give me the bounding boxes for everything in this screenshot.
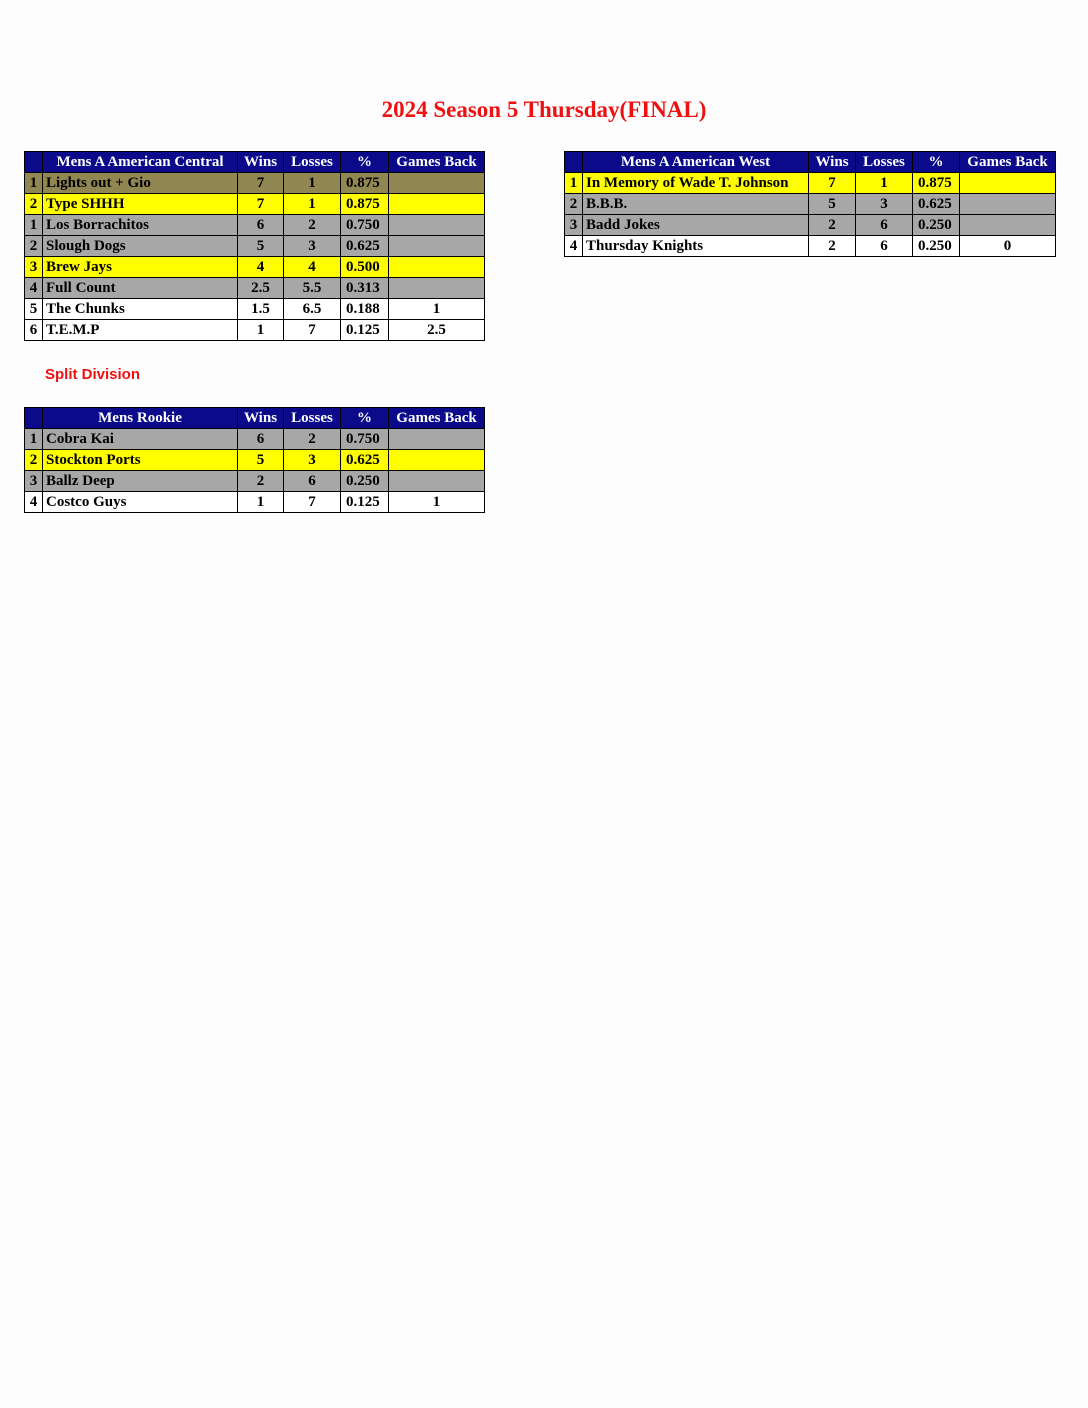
- pct-cell: 0.250: [913, 215, 960, 236]
- losses-cell: 3: [856, 194, 913, 215]
- pct-cell: 0.875: [341, 194, 389, 215]
- losses-cell: 6: [284, 471, 341, 492]
- rank-cell: 1: [25, 173, 43, 194]
- table-row: [25, 429, 485, 450]
- rank-cell: 6: [25, 320, 43, 341]
- standings-table-central: [24, 151, 485, 341]
- wins-header: Wins: [238, 152, 284, 173]
- wins-cell: 4: [238, 257, 284, 278]
- team-name-cell: Full Count: [43, 278, 238, 299]
- team-name-cell: Ballz Deep: [43, 471, 238, 492]
- rank-cell: 4: [565, 236, 583, 257]
- header-row: [25, 408, 485, 429]
- rank-header: [25, 152, 43, 173]
- pct-cell: 0.875: [913, 173, 960, 194]
- losses-cell: 2: [284, 215, 341, 236]
- games-back-cell: [389, 429, 485, 450]
- table-row: [25, 450, 485, 471]
- games-back-cell: [389, 236, 485, 257]
- rank-cell: 2: [565, 194, 583, 215]
- wins-cell: 2.5: [238, 278, 284, 299]
- games-back-cell: [960, 173, 1056, 194]
- rank-header: [25, 408, 43, 429]
- team-name-cell: The Chunks: [43, 299, 238, 320]
- table-row: [565, 236, 1056, 257]
- losses-header: Losses: [856, 152, 913, 173]
- rank-cell: 2: [25, 450, 43, 471]
- wins-cell: 2: [238, 471, 284, 492]
- wins-cell: 7: [238, 173, 284, 194]
- wins-cell: 5: [238, 450, 284, 471]
- standings-table-west: [564, 151, 1056, 257]
- pct-cell: 0.875: [341, 173, 389, 194]
- wins-cell: 7: [809, 173, 856, 194]
- losses-cell: 3: [284, 450, 341, 471]
- team-name-cell: Costco Guys: [43, 492, 238, 513]
- table-row: [25, 492, 485, 513]
- table-row: [25, 173, 485, 194]
- team-name-cell: T.E.M.P: [43, 320, 238, 341]
- team-name-cell: Los Borrachitos: [43, 215, 238, 236]
- wins-cell: 1: [238, 320, 284, 341]
- rank-cell: 4: [25, 492, 43, 513]
- team-name-cell: Lights out + Gio: [43, 173, 238, 194]
- team-name-cell: In Memory of Wade T. Johnson: [583, 173, 809, 194]
- losses-header: Losses: [284, 408, 341, 429]
- team-name-cell: Brew Jays: [43, 257, 238, 278]
- wins-cell: 1.5: [238, 299, 284, 320]
- pct-header: %: [913, 152, 960, 173]
- games-back-cell: [389, 278, 485, 299]
- pct-cell: 0.750: [341, 429, 389, 450]
- losses-cell: 4: [284, 257, 341, 278]
- wins-cell: 6: [238, 429, 284, 450]
- losses-cell: 5.5: [284, 278, 341, 299]
- table-row: [25, 320, 485, 341]
- rank-cell: 4: [25, 278, 43, 299]
- wins-cell: 1: [238, 492, 284, 513]
- table-row: [25, 299, 485, 320]
- division-name: Mens A American Central: [43, 152, 238, 173]
- wins-header: Wins: [238, 408, 284, 429]
- team-name-cell: Slough Dogs: [43, 236, 238, 257]
- team-name-cell: Thursday Knights: [583, 236, 809, 257]
- losses-cell: 1: [856, 173, 913, 194]
- rank-cell: 3: [565, 215, 583, 236]
- table-row: [25, 471, 485, 492]
- wins-cell: 5: [238, 236, 284, 257]
- header-row: [25, 152, 485, 173]
- games-back-cell: [389, 471, 485, 492]
- games-back-header: Games Back: [389, 408, 485, 429]
- losses-cell: 3: [284, 236, 341, 257]
- page-title: 2024 Season 5 Thursday(FINAL): [381, 97, 707, 122]
- standings-table-rookie: [24, 407, 485, 513]
- rank-cell: 1: [565, 173, 583, 194]
- table-row: [25, 257, 485, 278]
- rank-header: [565, 152, 583, 173]
- rank-cell: 3: [25, 257, 43, 278]
- games-back-cell: 1: [389, 299, 485, 320]
- pct-cell: 0.500: [341, 257, 389, 278]
- rank-cell: 3: [25, 471, 43, 492]
- games-back-cell: 0: [960, 236, 1056, 257]
- split-division-note: Split Division: [45, 366, 141, 383]
- table-row: [25, 194, 485, 215]
- pct-cell: 0.250: [913, 236, 960, 257]
- pct-cell: 0.313: [341, 278, 389, 299]
- games-back-header: Games Back: [389, 152, 485, 173]
- wins-cell: 7: [238, 194, 284, 215]
- table-row: [565, 173, 1056, 194]
- games-back-header: Games Back: [960, 152, 1056, 173]
- rank-cell: 2: [25, 236, 43, 257]
- rank-cell: 2: [25, 194, 43, 215]
- rank-cell: 5: [25, 299, 43, 320]
- games-back-cell: [389, 257, 485, 278]
- pct-cell: 0.625: [341, 236, 389, 257]
- games-back-cell: [389, 450, 485, 471]
- wins-cell: 2: [809, 215, 856, 236]
- rank-cell: 1: [25, 429, 43, 450]
- rank-cell: 1: [25, 215, 43, 236]
- pct-cell: 0.750: [341, 215, 389, 236]
- team-name-cell: Type SHHH: [43, 194, 238, 215]
- losses-cell: 6: [856, 215, 913, 236]
- table-row: [565, 215, 1056, 236]
- games-back-cell: [389, 215, 485, 236]
- pct-cell: 0.625: [913, 194, 960, 215]
- losses-cell: 6: [856, 236, 913, 257]
- table-row: [25, 278, 485, 299]
- wins-cell: 6: [238, 215, 284, 236]
- division-name: Mens Rookie: [43, 408, 238, 429]
- games-back-cell: [389, 173, 485, 194]
- pct-cell: 0.125: [341, 492, 389, 513]
- team-name-cell: Cobra Kai: [43, 429, 238, 450]
- games-back-cell: [960, 215, 1056, 236]
- wins-header: Wins: [809, 152, 856, 173]
- games-back-cell: [389, 194, 485, 215]
- games-back-cell: [960, 194, 1056, 215]
- losses-cell: 2: [284, 429, 341, 450]
- games-back-cell: 2.5: [389, 320, 485, 341]
- table-row: [25, 215, 485, 236]
- team-name-cell: B.B.B.: [583, 194, 809, 215]
- division-name: Mens A American West: [583, 152, 809, 173]
- pct-header: %: [341, 408, 389, 429]
- losses-header: Losses: [284, 152, 341, 173]
- pct-cell: 0.188: [341, 299, 389, 320]
- team-name-cell: Badd Jokes: [583, 215, 809, 236]
- games-back-cell: 1: [389, 492, 485, 513]
- losses-cell: 7: [284, 320, 341, 341]
- pct-cell: 0.625: [341, 450, 389, 471]
- losses-cell: 7: [284, 492, 341, 513]
- losses-cell: 1: [284, 173, 341, 194]
- team-name-cell: Stockton Ports: [43, 450, 238, 471]
- pct-header: %: [341, 152, 389, 173]
- pct-cell: 0.125: [341, 320, 389, 341]
- wins-cell: 2: [809, 236, 856, 257]
- header-row: [565, 152, 1056, 173]
- losses-cell: 1: [284, 194, 341, 215]
- table-row: [565, 194, 1056, 215]
- table-row: [25, 236, 485, 257]
- losses-cell: 6.5: [284, 299, 341, 320]
- wins-cell: 5: [809, 194, 856, 215]
- pct-cell: 0.250: [341, 471, 389, 492]
